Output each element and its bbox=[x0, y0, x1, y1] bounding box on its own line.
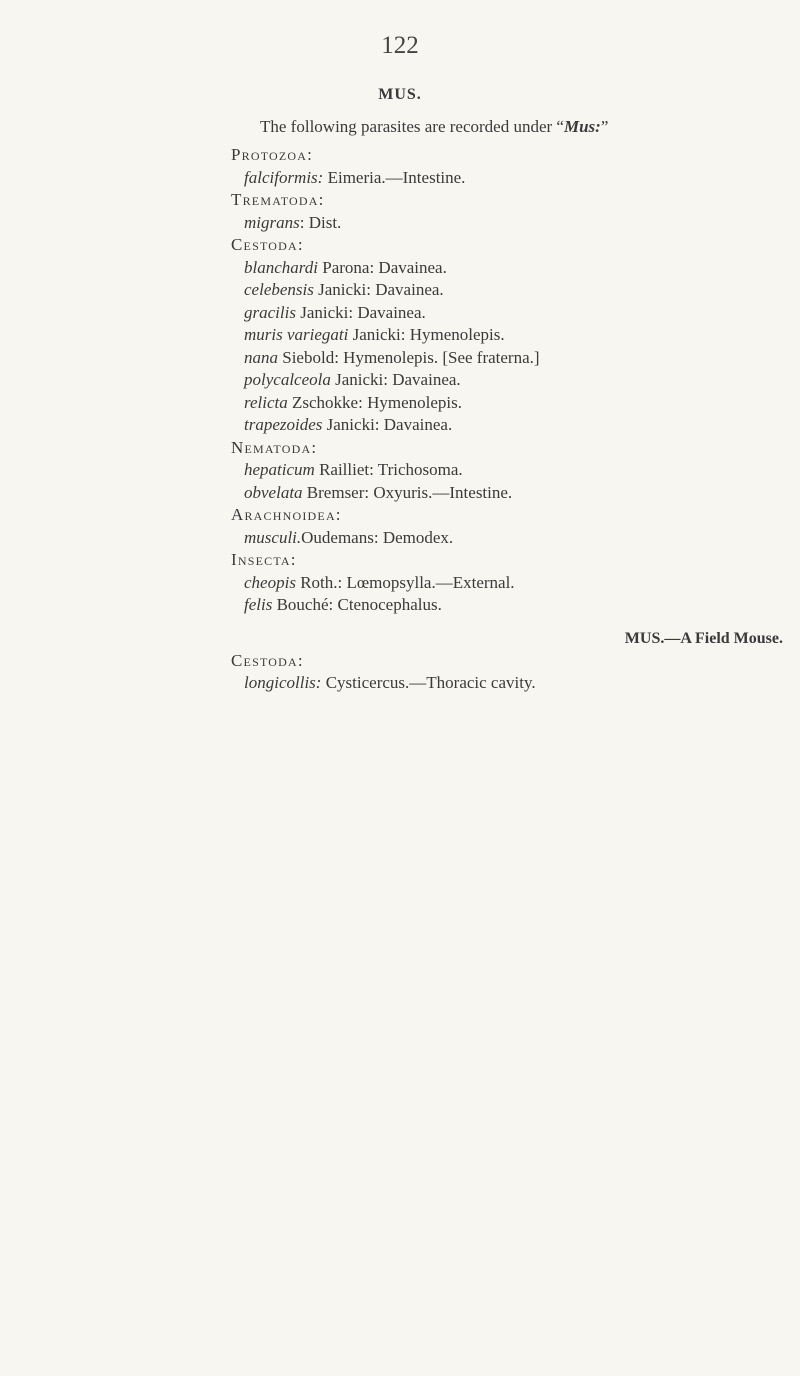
species-name: celebensis bbox=[244, 280, 314, 299]
parasite-entry bbox=[231, 672, 791, 695]
species-name: cheopis bbox=[244, 572, 296, 592]
species-name: trapezoides bbox=[244, 415, 323, 434]
entry-details: Janicki: Davainea. bbox=[313, 280, 444, 299]
parasite-entry bbox=[231, 594, 791, 617]
running-head: MUS. bbox=[378, 86, 422, 103]
entry-details: : Dist. bbox=[299, 212, 342, 232]
entry-details: Cysticercus.—Thoracic cavity. bbox=[321, 673, 536, 692]
section-heading: MUS.—A Field Mouse. bbox=[624, 629, 783, 647]
group-heading: Arachnoidea: bbox=[231, 505, 342, 524]
group-heading: Cestoda: bbox=[231, 650, 304, 670]
parasite-entry bbox=[231, 212, 791, 235]
group-heading: Trematoda: bbox=[231, 190, 325, 209]
entry-details: Bremser: Oxyuris.—Intestine. bbox=[302, 482, 513, 502]
parasite-entry bbox=[231, 369, 791, 392]
species-name: relicta bbox=[244, 392, 288, 412]
group-heading: Nematoda: bbox=[231, 437, 318, 457]
entry-details: Railliet: Trichosoma. bbox=[314, 460, 463, 479]
entry-details: Janicki: Hymenolepis. bbox=[348, 325, 505, 344]
parasite-entry bbox=[231, 302, 791, 325]
entry-details: Janicki: Davainea. bbox=[322, 415, 453, 434]
species-name: felis bbox=[244, 595, 273, 614]
species-name: muris variegati bbox=[244, 325, 349, 344]
parasite-entry bbox=[231, 527, 791, 550]
parasite-entry bbox=[231, 347, 791, 370]
parasite-entry bbox=[231, 482, 791, 505]
group-heading: Protozoa: bbox=[231, 145, 314, 164]
parasite-entry bbox=[231, 167, 791, 190]
intro-genus: Mus: bbox=[563, 117, 601, 136]
parasite-entry bbox=[231, 279, 791, 302]
parasite-list bbox=[231, 144, 791, 695]
species-name: hepaticum bbox=[244, 460, 315, 479]
species-name: polycalceola bbox=[244, 370, 331, 389]
intro-line bbox=[260, 117, 608, 137]
species-name: musculi. bbox=[244, 527, 302, 547]
entry-details: Oudemans: Demodex. bbox=[301, 527, 454, 547]
species-name: obvelata bbox=[244, 482, 303, 502]
species-name: gracilis bbox=[244, 302, 296, 322]
species-name: migrans bbox=[244, 212, 300, 232]
entry-details: Zschokke: Hymenolepis. bbox=[287, 392, 462, 412]
intro-close: ” bbox=[600, 117, 609, 136]
species-name: falciformis: bbox=[244, 167, 324, 187]
group-heading: Insecta: bbox=[231, 550, 297, 569]
parasite-entry bbox=[231, 324, 791, 347]
species-name: blanchardi bbox=[244, 257, 318, 277]
entry-details: Bouché: Ctenocephalus. bbox=[272, 595, 442, 614]
page-number: 122 bbox=[381, 32, 419, 59]
entry-details: Janicki: Davainea. bbox=[330, 370, 461, 389]
entry-details: Roth.: Lœmopsylla.—External. bbox=[295, 572, 515, 592]
entry-details: Parona: Davainea. bbox=[317, 257, 447, 277]
parasite-entry bbox=[231, 392, 791, 415]
entry-details: Janicki: Davainea. bbox=[295, 302, 426, 322]
species-name: longicollis: bbox=[244, 673, 322, 692]
parasite-entry bbox=[231, 257, 791, 280]
species-name: nana bbox=[244, 347, 278, 367]
intro-text: The following parasites are recorded under “ bbox=[260, 117, 564, 136]
group-heading: Cestoda: bbox=[231, 235, 304, 254]
entry-details: Eimeria.—Intestine. bbox=[323, 167, 466, 187]
parasite-entry bbox=[231, 414, 791, 437]
parasite-entry bbox=[231, 459, 791, 482]
parasite-entry bbox=[231, 572, 791, 595]
entry-details: Siebold: Hymenolepis. [See fraterna.] bbox=[278, 347, 540, 367]
